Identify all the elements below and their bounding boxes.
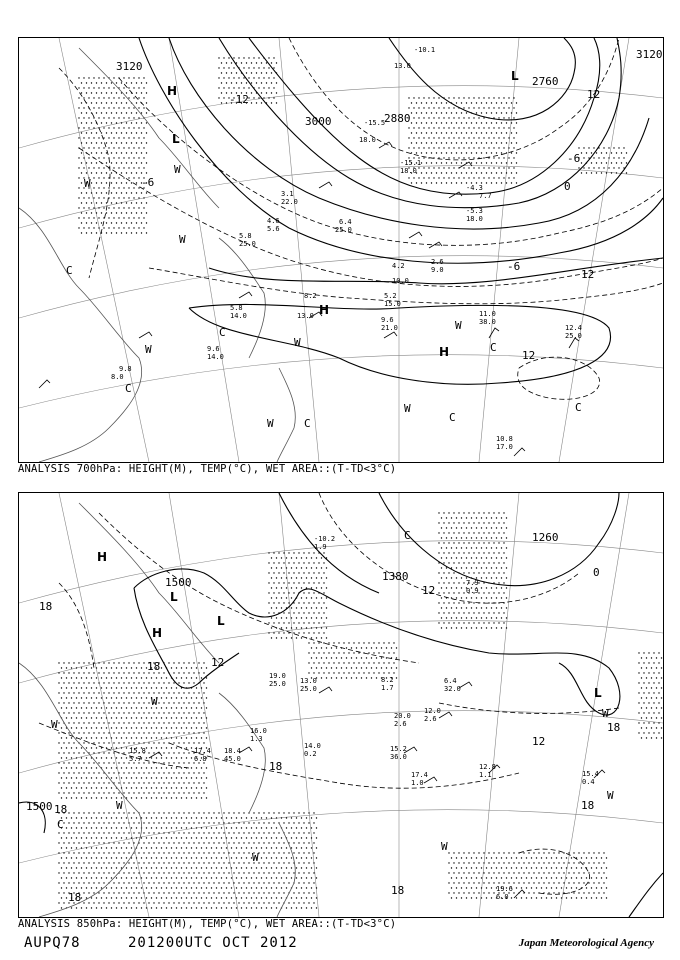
warm-mark: W — [602, 707, 609, 720]
high-pressure-mark: H — [152, 626, 163, 640]
map-850hpa — [18, 492, 664, 918]
warm-mark: W — [179, 233, 186, 246]
temp-label-18-d: 18 — [581, 799, 595, 812]
warm-mark: W — [84, 177, 91, 190]
obs-temp: 9.8 — [119, 365, 132, 373]
height-label-2760: 2760 — [532, 75, 559, 88]
obs-temp: 5.8 — [230, 304, 243, 312]
obs-dewpoint-depression: 0.4 — [582, 778, 595, 786]
obs-temp: 4.6 — [267, 217, 280, 225]
obs-temp: -4.3 — [466, 184, 483, 192]
temp-label-18-f: 18 — [269, 760, 283, 773]
chart-id: AUPQ78 — [24, 935, 81, 951]
obs-dewpoint-depression: 5.7 — [129, 755, 142, 763]
obs-dewpoint-depression: 25.0 — [239, 240, 256, 248]
obs-dewpoint-depression: 25.0 — [300, 685, 317, 693]
temp-label-18-e: 18 — [391, 884, 405, 897]
obs-temp: 13.0 — [300, 677, 317, 685]
obs-temp: 9.6 — [381, 316, 394, 324]
cold-mark: C — [66, 264, 73, 277]
obs-dewpoint-depression: 13.0 — [394, 62, 411, 70]
obs-temp: 18.4 — [224, 747, 241, 755]
temp-label-18-a: 18 — [39, 600, 53, 613]
warm-mark: W — [294, 336, 301, 349]
obs-dewpoint-depression: 25.0 — [565, 332, 582, 340]
low-pressure-mark: L — [511, 69, 519, 83]
obs-dewpoint-depression: 5.6 — [267, 225, 280, 233]
map-850hpa-canvas — [19, 493, 663, 917]
graticule — [19, 38, 663, 462]
station-observations — [111, 46, 582, 451]
temp-label-12-a: 12 — [581, 268, 595, 281]
obs-dewpoint-depression: 0.2 — [304, 750, 317, 758]
temp-label-18-c: 18 — [607, 721, 621, 734]
obs-dewpoint-depression: 21.0 — [381, 324, 398, 332]
high-pressure-mark: H — [439, 345, 450, 359]
map-700hpa — [18, 37, 664, 463]
map-700hpa-canvas — [19, 38, 663, 462]
obs-dewpoint-depression: 18.0 — [359, 136, 376, 144]
obs-dewpoint-depression: 8.0 — [111, 373, 124, 381]
obs-dewpoint-depression: 25.0 — [269, 680, 286, 688]
temp-label-18-h: 18 — [54, 803, 68, 816]
temp-label-neg12: -12 — [229, 93, 249, 106]
height-label-1500-center: 1500 — [165, 576, 192, 589]
obs-temp: 17.4 — [194, 747, 211, 755]
height-label-2880: 2880 — [384, 112, 411, 125]
warm-mark: W — [267, 417, 274, 430]
valid-time: 201200UTC OCT 2012 — [128, 935, 298, 951]
obs-temp: 6.4 — [444, 677, 457, 685]
cold-mark: C — [404, 529, 411, 542]
warm-mark: W — [174, 163, 181, 176]
obs-temp: 12.8 — [479, 763, 496, 771]
obs-temp: -10.2 — [314, 535, 336, 543]
obs-dewpoint-depression: 6.0 — [496, 893, 509, 901]
height-label-3000: 3000 — [305, 115, 332, 128]
temp-label-18-b: 18 — [147, 660, 161, 673]
low-pressure-mark: L — [594, 686, 602, 700]
temp-label-neg6-b: -6 — [567, 152, 581, 165]
temp-label-12-a: 12 — [211, 656, 225, 669]
cold-mark: C — [575, 401, 582, 414]
obs-temp: 9.6 — [207, 345, 220, 353]
obs-temp: -15.5 — [364, 119, 386, 127]
low-pressure-mark: L — [217, 614, 225, 628]
obs-dewpoint-depression: 2.6 — [424, 715, 437, 723]
temp-label-12-b: 12 — [587, 88, 601, 101]
high-pressure-mark: H — [319, 303, 330, 317]
warm-mark: W — [145, 343, 152, 356]
obs-temp: 14.0 — [304, 742, 321, 750]
obs-dewpoint-depression: 17.0 — [496, 443, 513, 451]
cold-mark: C — [449, 411, 456, 424]
obs-dewpoint-depression: 38.0 — [479, 318, 496, 326]
caption-700hpa: ANALYSIS 700hPa: HEIGHT(M), TEMP(°C), WET AREA::(T-TD<3°C) — [18, 463, 397, 475]
obs-temp: 15.2 — [390, 745, 407, 753]
obs-temp: -5.3 — [466, 207, 483, 215]
warm-mark: W — [252, 851, 259, 864]
height-label-3120-east: 3120 — [636, 48, 663, 61]
temp-label-12-b: 12 — [532, 735, 546, 748]
high-pressure-mark: H — [167, 84, 178, 98]
wind-barbs — [149, 682, 605, 898]
temp-label-0: 0 — [593, 566, 600, 579]
temp-label-neg6-c: -6 — [141, 176, 155, 189]
height-label-1380: 1380 — [382, 570, 409, 583]
obs-temp: -15.1 — [400, 159, 422, 167]
cold-mark: C — [219, 326, 226, 339]
obs-dewpoint-depression: 18.0 — [466, 215, 483, 223]
obs-temp: 20.0 — [394, 712, 411, 720]
warm-mark: W — [404, 402, 411, 415]
obs-dewpoint-depression: 1.7 — [381, 684, 394, 692]
obs-temp: 15.4 — [582, 770, 599, 778]
obs-temp: 4.2 — [392, 262, 405, 270]
obs-temp: 8.2 — [381, 676, 394, 684]
temp-label-neg6-a: -6 — [507, 260, 521, 273]
obs-dewpoint-depression: 25.0 — [335, 226, 352, 234]
cold-mark: C — [490, 341, 497, 354]
warm-mark: W — [455, 319, 462, 332]
obs-dewpoint-depression: 9.0 — [431, 266, 444, 274]
obs-temp: 10.8 — [496, 435, 513, 443]
obs-temp: 2.6 — [431, 258, 444, 266]
obs-dewpoint-depression: 1.3 — [250, 735, 263, 743]
warm-mark: W — [151, 695, 158, 708]
obs-dewpoint-depression: 32.0 — [444, 685, 461, 693]
obs-dewpoint-depression: 2.6 — [394, 720, 407, 728]
warm-mark: W — [51, 718, 58, 731]
high-pressure-mark: H — [97, 550, 108, 564]
obs-dewpoint-depression: 22.0 — [281, 198, 298, 206]
warm-mark: W — [116, 799, 123, 812]
obs-dewpoint-depression: 10.0 — [392, 277, 409, 285]
obs-dewpoint-depression: 14.0 — [230, 312, 247, 320]
low-pressure-mark: L — [172, 132, 180, 146]
obs-dewpoint-depression: 15.0 — [384, 300, 401, 308]
temp-label-0: 0 — [564, 180, 571, 193]
obs-dewpoint-depression: 1.0 — [411, 779, 424, 787]
obs-temp: 5.2 — [384, 292, 397, 300]
obs-temp: -10.1 — [414, 46, 436, 54]
obs-temp: 19.0 — [269, 672, 286, 680]
isotherms — [39, 493, 619, 894]
obs-dewpoint-depression: 18.0 — [400, 167, 417, 175]
agency-name: Japan Meteorological Agency — [518, 937, 654, 949]
obs-dewpoint-depression: 13.0 — [297, 312, 314, 320]
obs-dewpoint-depression: 0.9 — [466, 587, 479, 595]
obs-temp: 16.0 — [250, 727, 267, 735]
obs-temp: 5.8 — [239, 232, 252, 240]
obs-temp: 8.2 — [304, 292, 317, 300]
obs-dewpoint-depression: 36.0 — [390, 753, 407, 761]
caption-850hpa: ANALYSIS 850hPa: HEIGHT(M), TEMP(°C), WET AREA::(T-TD<3°C) — [18, 918, 397, 930]
warm-mark: W — [441, 840, 448, 853]
station-observations — [129, 535, 599, 901]
temp-label-12-c: 12 — [522, 349, 536, 362]
obs-temp: 7.9 — [466, 579, 479, 587]
warm-mark: W — [607, 789, 614, 802]
obs-temp: 12.0 — [424, 707, 441, 715]
cold-mark: C — [125, 382, 132, 395]
height-label-3120-west: 3120 — [116, 60, 143, 73]
obs-temp: 15.8 — [129, 747, 146, 755]
obs-dewpoint-depression: 1.1 — [479, 771, 492, 779]
coastline — [19, 48, 295, 462]
low-pressure-mark: L — [170, 590, 178, 604]
obs-temp: 3.1 — [281, 190, 294, 198]
height-label-1260: 1260 — [532, 531, 559, 544]
obs-temp: 17.4 — [411, 771, 428, 779]
obs-dewpoint-depression: 14.0 — [207, 353, 224, 361]
cold-mark: C — [304, 417, 311, 430]
temp-label-12-c: 12 — [422, 584, 436, 597]
obs-temp: 19.6 — [496, 885, 513, 893]
obs-dewpoint-depression: 6.8 — [194, 755, 207, 763]
obs-dewpoint-depression: 7.7 — [479, 192, 492, 200]
cold-mark: C — [57, 818, 64, 831]
temp-label-18-g: 18 — [68, 891, 82, 904]
obs-dewpoint-depression: 45.0 — [224, 755, 241, 763]
height-label-1500-southwest: 1500 — [26, 800, 53, 813]
obs-temp: 11.0 — [479, 310, 496, 318]
obs-dewpoint-depression: 1.9 — [314, 543, 327, 551]
obs-temp: 12.4 — [565, 324, 582, 332]
obs-temp: 6.4 — [339, 218, 352, 226]
